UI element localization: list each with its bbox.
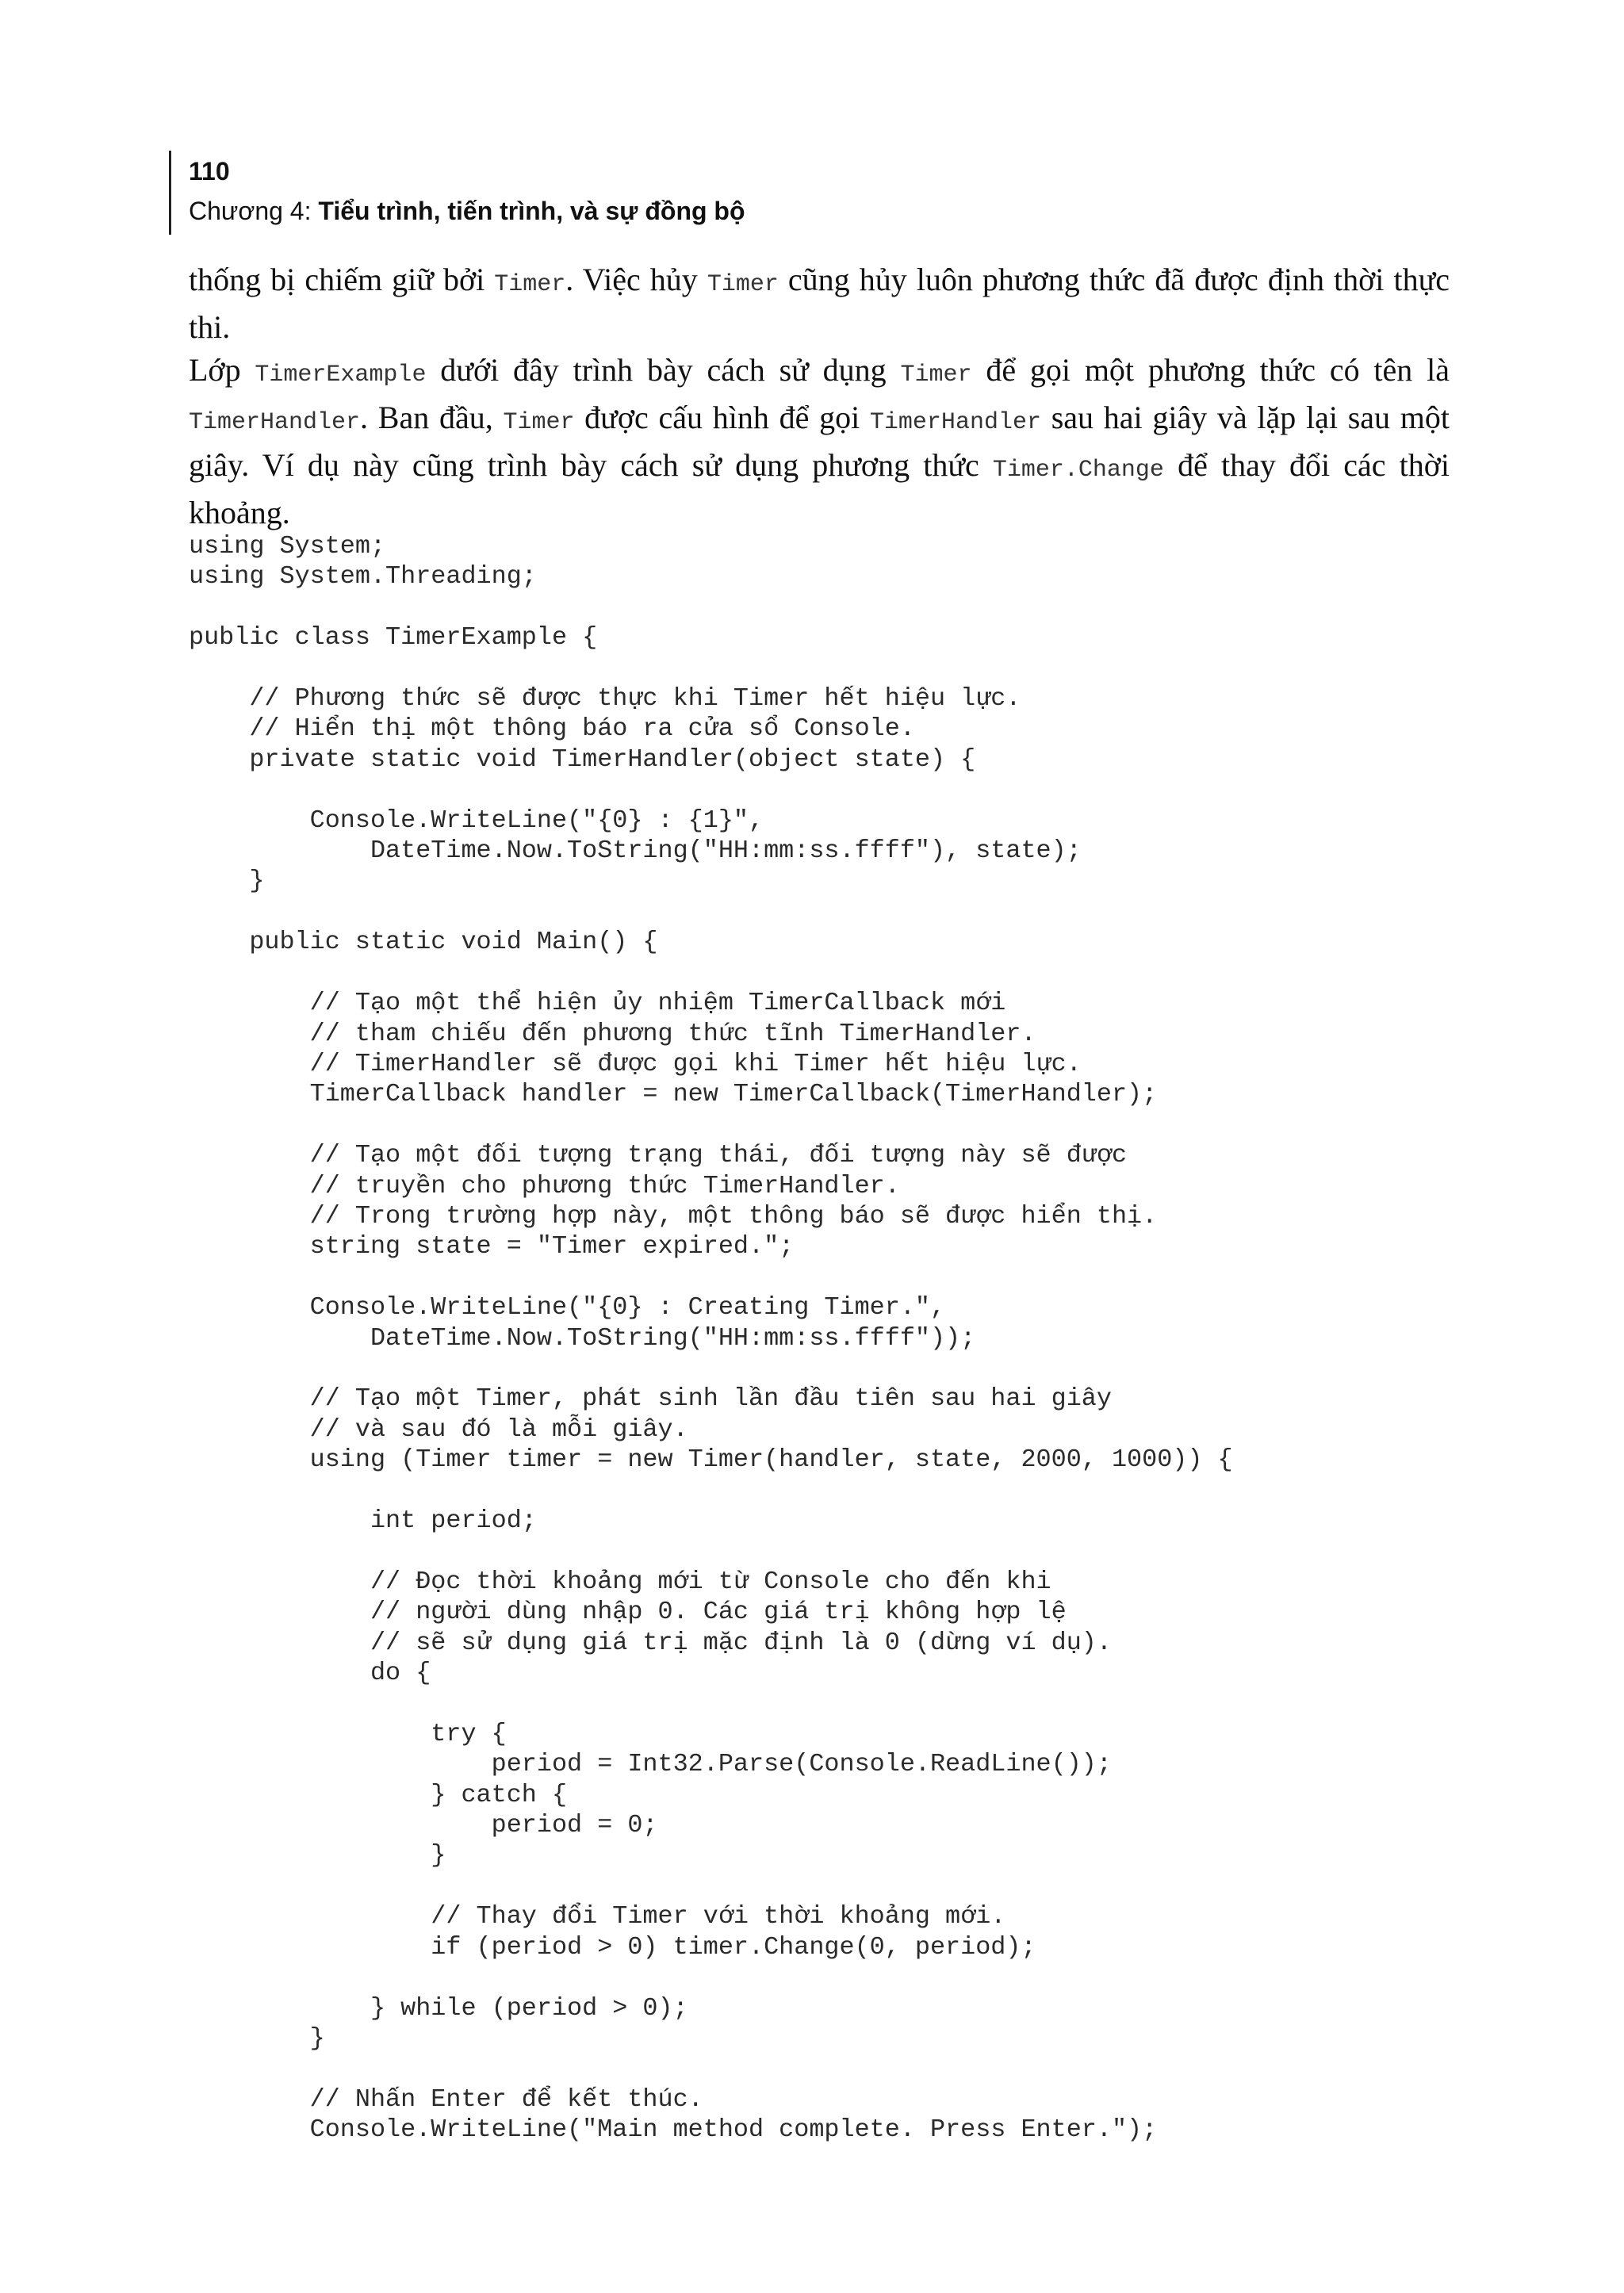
header-rule	[169, 151, 171, 235]
inline-code: Timer	[900, 362, 972, 389]
inline-code: Timer.Change	[992, 457, 1164, 484]
chapter-prefix: Chương 4:	[189, 197, 319, 225]
inline-code: TimerHandler	[869, 409, 1041, 436]
text-run: để gọi một phương thức có tên là	[971, 352, 1450, 388]
inline-code: TimerHandler	[189, 409, 361, 436]
text-run: cũng hủy luôn phương thức đã được định thời thực thi.	[189, 262, 1450, 345]
chapter-heading	[189, 195, 745, 227]
text-run: được cấu hình để gọi	[574, 400, 870, 435]
inline-code: TimerExample	[255, 362, 427, 389]
text-run: . Việc hủy	[565, 262, 707, 297]
paragraph-intro	[189, 258, 1450, 348]
inline-code: Timer	[707, 271, 779, 298]
page-number: 110	[189, 157, 230, 186]
inline-code: Timer	[503, 409, 575, 436]
inline-code: Timer	[494, 271, 566, 298]
code-listing: using System; using System.Threading; public class TimerExample { // Phương thức sẽ được thực khi Timer hết hiệu lực. // Hiển thị một thông báo ra cửa sổ Console. private static void TimerHandler(object state) { Console.WriteLine("{0} : {1}", DateTime.Now.ToString("HH:mm:ss.ffff"), state); } public static void Main() { // Tạo một thể hiện ủy nhiệm TimerCallback mới // tham chiếu đến phương thức tĩnh TimerHandler. // TimerHandler sẽ được gọi khi Timer hết hiệu lực. TimerCallback handler = new TimerCallback(TimerHandler); // Tạo một đối tượng trạng thái, đối tượng này sẽ được // truyền cho phương thức TimerHandler. // Trong trường hợp này, một thông báo sẽ được hiển thị. string state = "Timer expired."; Console.WriteLine("{0} : Creating Timer.", DateTime.Now.ToString("HH:mm:ss.ffff")); // Tạo một Timer, phát sinh lần đầu tiên sau hai giây // và sau đó là mỗi giây. using (Timer timer = new Timer(handler, state, 2000, 1000)) { int period; // Đọc thời khoảng mới từ Console cho đến khi // người dùng nhập 0. Các giá trị không hợp lệ // sẽ sử dụng giá trị mặc định là 0 (dừng ví dụ). do { try { period = Int32.Parse(Console.ReadLine()); } catch { period = 0; } // Thay đổi Timer với thời khoảng mới. if (period > 0) timer.Change(0, period); } while (period > 0); } // Nhấn Enter để kết thúc. Console.WriteLine("Main method complete. Press Enter.");	[189, 532, 1233, 2145]
text-run: để thay đổi các thời khoảng.	[189, 447, 1450, 530]
paragraph-description	[189, 349, 1450, 534]
chapter-title: Tiểu trình, tiến trình, và sự đồng bộ	[318, 197, 745, 225]
text-run: thống bị chiếm giữ bởi	[189, 262, 495, 297]
text-run: sau hai giây và lặp lại sau một giây. Ví dụ này cũng trình bày cách sử dụng phương thức	[189, 400, 1450, 483]
text-run: . Ban đầu,	[360, 400, 504, 435]
text-run: Lớp	[189, 352, 255, 388]
text-run: dưới đây trình bày cách sử dụng	[426, 352, 901, 388]
